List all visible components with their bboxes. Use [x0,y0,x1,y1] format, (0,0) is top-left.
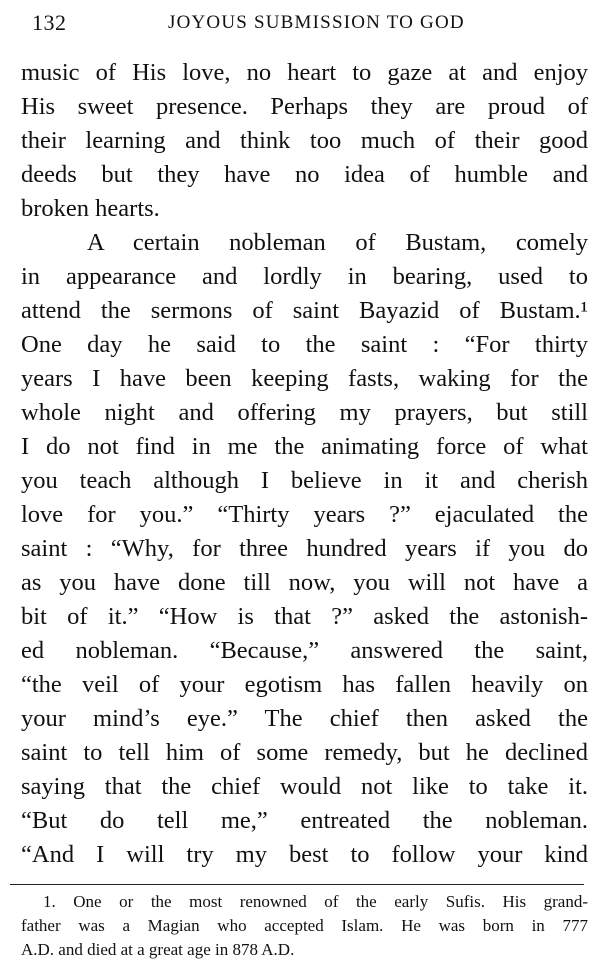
footnote-divider [10,884,584,885]
running-head [20,8,582,38]
text-line: “the veil of your egotism has fallen heavily on [21,671,588,698]
text-line: love for you.” “Thirty years ?” ejaculated the [21,501,588,528]
text-line: years I have been keeping fasts, waking for the [21,365,588,392]
footnote [21,890,588,962]
text-line: in appearance and lordly in bearing, used to [21,263,588,290]
page-number: 132 [32,10,67,35]
text-line: ed nobleman. “Because,” answered the saint, [21,637,588,664]
text-line: saint to tell him of some remedy, but he declined [21,739,588,766]
text-line: deeds but they have no idea of humble and [21,161,588,188]
text-line: your mind’s eye.” The chief then asked the [21,705,588,732]
text-line: as you have done till now, you will not have a [21,569,588,596]
footnote-line: A.D. and died at a great age in 878 A.D. [21,940,295,959]
text-line: “But do tell me,” entreated the nobleman. [21,807,588,834]
text-line: you teach although I believe in it and cherish [21,467,588,494]
text-line: I do not find in me the animating force of what [21,433,588,460]
body-text [21,56,588,872]
text-line: their learning and think too much of their good [21,127,588,154]
text-line: broken hearts. [21,195,160,222]
text-line: His sweet presence. Perhaps they are proud of [21,93,588,120]
text-line: “And I will try my best to follow your kind [21,841,588,868]
text-line: bit of it.” “How is that ?” asked the astonish- [21,603,588,630]
text-line: One day he said to the saint : “For thirty [21,331,588,358]
footnote-line: father was a Magian who accepted Islam. He was born in 777 [21,916,588,935]
text-line: music of His love, no heart to gaze at and enjoy [21,59,588,86]
text-line: A certain nobleman of Bustam, comely [87,229,588,256]
text-line: whole night and offering my prayers, but still [21,399,588,426]
text-line: attend the sermons of saint Bayazid of Bustam.¹ [21,297,588,324]
footnote-line: 1. One or the most renowned of the early Sufis. His grand- [43,892,588,911]
text-line: saint : “Why, for three hundred years if you do [21,535,588,562]
text-line: saying that the chief would not like to take it. [21,773,588,800]
running-title: JOYOUS SUBMISSION TO GOD [168,12,465,33]
